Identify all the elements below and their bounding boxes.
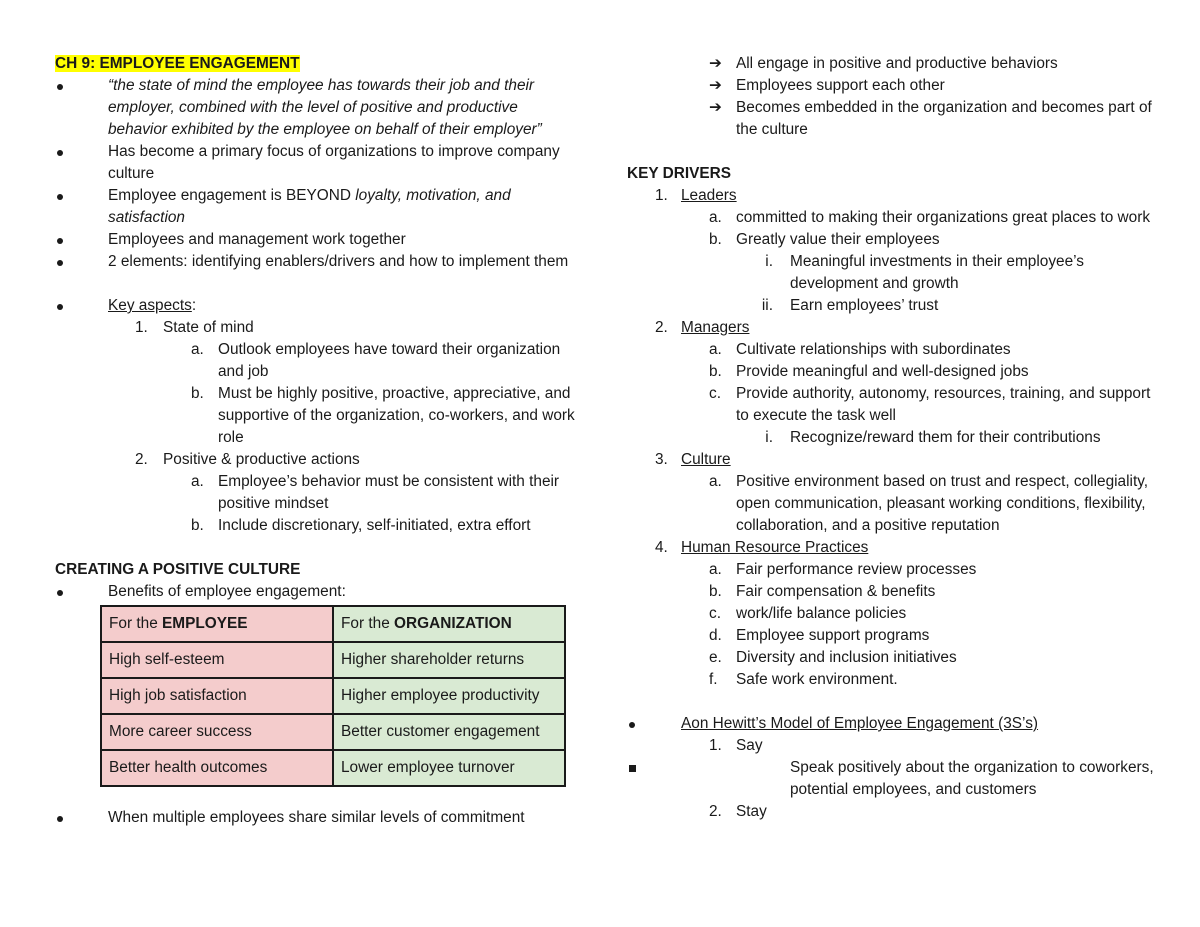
driver-sub-marker: e. [709, 649, 722, 666]
benefits-table [100, 605, 566, 787]
aspect-1-label: State of mind [163, 319, 254, 336]
aon-item-1-label: Say [736, 737, 763, 754]
driver-item [627, 185, 1157, 207]
teamwork-bullet [55, 229, 580, 251]
driver-sub-text: Diversity and inclusion initiatives [736, 649, 957, 666]
driver-sub-text: Provide authority, autonomy, resources, training, and support to execute the task well [736, 385, 1151, 424]
aspect-2a [55, 471, 580, 515]
organization-cell: Lower employee turnover [333, 750, 565, 786]
definition-bullet [55, 75, 580, 141]
driver-sub-item [627, 559, 1157, 581]
driver-sub-marker: b. [709, 583, 722, 600]
aon-bullet [627, 713, 1157, 735]
driver-sub-item [627, 669, 1157, 691]
chapter-title-text: CH 9: EMPLOYEE ENGAGEMENT [55, 55, 300, 72]
key-aspects-label: Key aspects [108, 297, 192, 314]
driver-label: Human Resource Practices [681, 539, 869, 556]
aspect-2b-text: Include discretionary, self-initiated, extra effort [218, 517, 531, 534]
driver-label: Managers [681, 319, 750, 336]
key-aspects-bullet [55, 295, 580, 317]
arrow-text: Employees support each other [736, 77, 945, 94]
arrow-text: Becomes embedded in the organization and becomes part of the culture [736, 99, 1152, 138]
driver-roman-marker: ii. [761, 297, 773, 314]
employee-cell: More career success [101, 714, 333, 750]
driver-sub-marker: b. [709, 231, 722, 248]
employee-header-text: EMPLOYEE [162, 615, 248, 632]
beyond-prefix: Employee engagement is BEYOND [108, 187, 356, 204]
aspect-1b [55, 383, 580, 449]
chapter-title [55, 53, 580, 75]
focus-bullet [55, 141, 580, 185]
employee-header-prefix: For the [109, 615, 163, 632]
arrow-item [627, 53, 1157, 75]
driver-sub-text: Positive environment based on trust and respect, collegiality, open communication, pleasant working conditions, flexibility, collaboration, and a positive reputation [736, 473, 1149, 534]
organization-header-prefix: For the [341, 615, 395, 632]
driver-number: 3. [655, 451, 668, 468]
driver-sub-item [627, 647, 1157, 669]
driver-roman-text: Recognize/reward them for their contributions [790, 429, 1101, 446]
arrow-item [627, 97, 1157, 141]
driver-sub-marker: a. [709, 209, 722, 226]
aspect-1a-text: Outlook employees have toward their organization and job [218, 341, 561, 380]
commitment-bullet [55, 807, 580, 829]
driver-sub-text: Greatly value their employees [736, 231, 940, 248]
aspect-1a-marker: a. [191, 341, 204, 358]
driver-sub-item [627, 603, 1157, 625]
table-row [101, 678, 565, 714]
driver-number: 4. [655, 539, 668, 556]
arrow-icon: ➔ [709, 55, 722, 72]
employee-cell: Better health outcomes [101, 750, 333, 786]
driver-roman-item [627, 427, 1157, 449]
aspect-1 [55, 317, 580, 339]
definition-text: “the state of mind the employee has towards their job and their employer, combined with the level of positive and productive behavior exhibited by the employee on behalf of their employer” [108, 77, 542, 138]
aspect-2-number: 2. [135, 451, 148, 468]
driver-sub-item [627, 229, 1157, 251]
aon-item-1-number: 1. [709, 737, 722, 754]
elements-bullet [55, 251, 580, 273]
employee-cell: High job satisfaction [101, 678, 333, 714]
driver-item [627, 449, 1157, 471]
aon-item-1-sub-text: Speak positively about the organization to coworkers, potential employees, and customers [790, 759, 1154, 798]
aon-label: Aon Hewitt’s Model of Employee Engagement (3S’s) [681, 715, 1039, 732]
organization-cell: Higher shareholder returns [333, 642, 565, 678]
driver-sub-text: Provide meaningful and well-designed jobs [736, 363, 1029, 380]
aspect-2-label: Positive & productive actions [163, 451, 360, 468]
driver-sub-text: Employee support programs [736, 627, 930, 644]
driver-sub-marker: c. [709, 605, 721, 622]
driver-number: 1. [655, 187, 668, 204]
driver-sub-item [627, 207, 1157, 229]
driver-sub-marker: b. [709, 363, 722, 380]
driver-sub-marker: d. [709, 627, 722, 644]
driver-item [627, 317, 1157, 339]
driver-sub-item [627, 625, 1157, 647]
driver-sub-item [627, 581, 1157, 603]
focus-text: Has become a primary focus of organizations to improve company culture [108, 143, 560, 182]
organization-cell: Better customer engagement [333, 714, 565, 750]
benefits-label: Benefits of employee engagement: [108, 583, 346, 600]
driver-sub-text: Fair compensation & benefits [736, 583, 936, 600]
aon-item-2-label: Stay [736, 803, 767, 820]
employee-cell: High self-esteem [101, 642, 333, 678]
organization-header-cell [333, 606, 565, 642]
driver-label: Leaders [681, 187, 737, 204]
aon-item-2-number: 2. [709, 803, 722, 820]
driver-sub-text: Cultivate relationships with subordinates [736, 341, 1011, 358]
table-row [101, 642, 565, 678]
key-aspects-colon: : [191, 297, 197, 314]
driver-roman-item [627, 251, 1157, 295]
aspect-2a-text: Employee’s behavior must be consistent with their positive mindset [218, 473, 560, 512]
driver-sub-text: committed to making their organizations great places to work [736, 209, 1151, 226]
beyond-italic: loyalty, motivation, and satisfaction [108, 187, 511, 226]
driver-roman-marker: i. [765, 429, 773, 446]
table-header-row [101, 606, 565, 642]
driver-roman-marker: i. [765, 253, 773, 270]
driver-roman-text: Meaningful investments in their employee’s development and growth [790, 253, 1085, 292]
driver-number: 2. [655, 319, 668, 336]
organization-header-text: ORGANIZATION [394, 615, 512, 632]
driver-label: Culture [681, 451, 731, 468]
elements-text: 2 elements: identifying enablers/drivers and how to implement them [108, 253, 569, 270]
culture-heading: CREATING A POSITIVE CULTURE [55, 561, 301, 578]
driver-sub-marker: a. [709, 473, 722, 490]
driver-sub-item [627, 339, 1157, 361]
aon-item-1 [627, 735, 1157, 757]
aspect-1b-text: Must be highly positive, proactive, appreciative, and supportive of the organization, co-workers, and work role [218, 385, 575, 446]
aspect-2b-marker: b. [191, 517, 204, 534]
aon-item-2 [627, 801, 1157, 823]
aspect-2b [55, 515, 580, 537]
driver-sub-marker: f. [709, 671, 718, 688]
teamwork-text: Employees and management work together [108, 231, 406, 248]
driver-item [627, 537, 1157, 559]
driver-sub-text: Fair performance review processes [736, 561, 977, 578]
driver-roman-item [627, 295, 1157, 317]
aspect-1-number: 1. [135, 319, 148, 336]
aspect-1a [55, 339, 580, 383]
aon-item-1-sub [627, 757, 1157, 801]
aspect-2 [55, 449, 580, 471]
right-column [627, 53, 1157, 823]
driver-sub-item [627, 471, 1157, 537]
driver-sub-text: Safe work environment. [736, 671, 898, 688]
table-row [101, 714, 565, 750]
driver-sub-item [627, 361, 1157, 383]
aspect-1b-marker: b. [191, 385, 204, 402]
benefits-bullet [55, 581, 580, 603]
organization-cell: Higher employee productivity [333, 678, 565, 714]
arrow-item [627, 75, 1157, 97]
beyond-bullet [55, 185, 580, 229]
arrow-text: All engage in positive and productive behaviors [736, 55, 1058, 72]
employee-header-cell [101, 606, 333, 642]
left-column [55, 53, 580, 829]
drivers-list [627, 185, 1157, 691]
arrow-icon: ➔ [709, 77, 722, 94]
driver-sub-marker: a. [709, 561, 722, 578]
aspect-2a-marker: a. [191, 473, 204, 490]
driver-sub-marker: a. [709, 341, 722, 358]
drivers-heading: KEY DRIVERS [627, 165, 732, 182]
arrow-icon: ➔ [709, 99, 722, 116]
driver-roman-text: Earn employees’ trust [790, 297, 939, 314]
driver-sub-text: work/life balance policies [736, 605, 907, 622]
driver-sub-item [627, 383, 1157, 427]
driver-sub-marker: c. [709, 385, 721, 402]
table-row [101, 750, 565, 786]
commitment-text: When multiple employees share similar levels of commitment [108, 809, 525, 826]
